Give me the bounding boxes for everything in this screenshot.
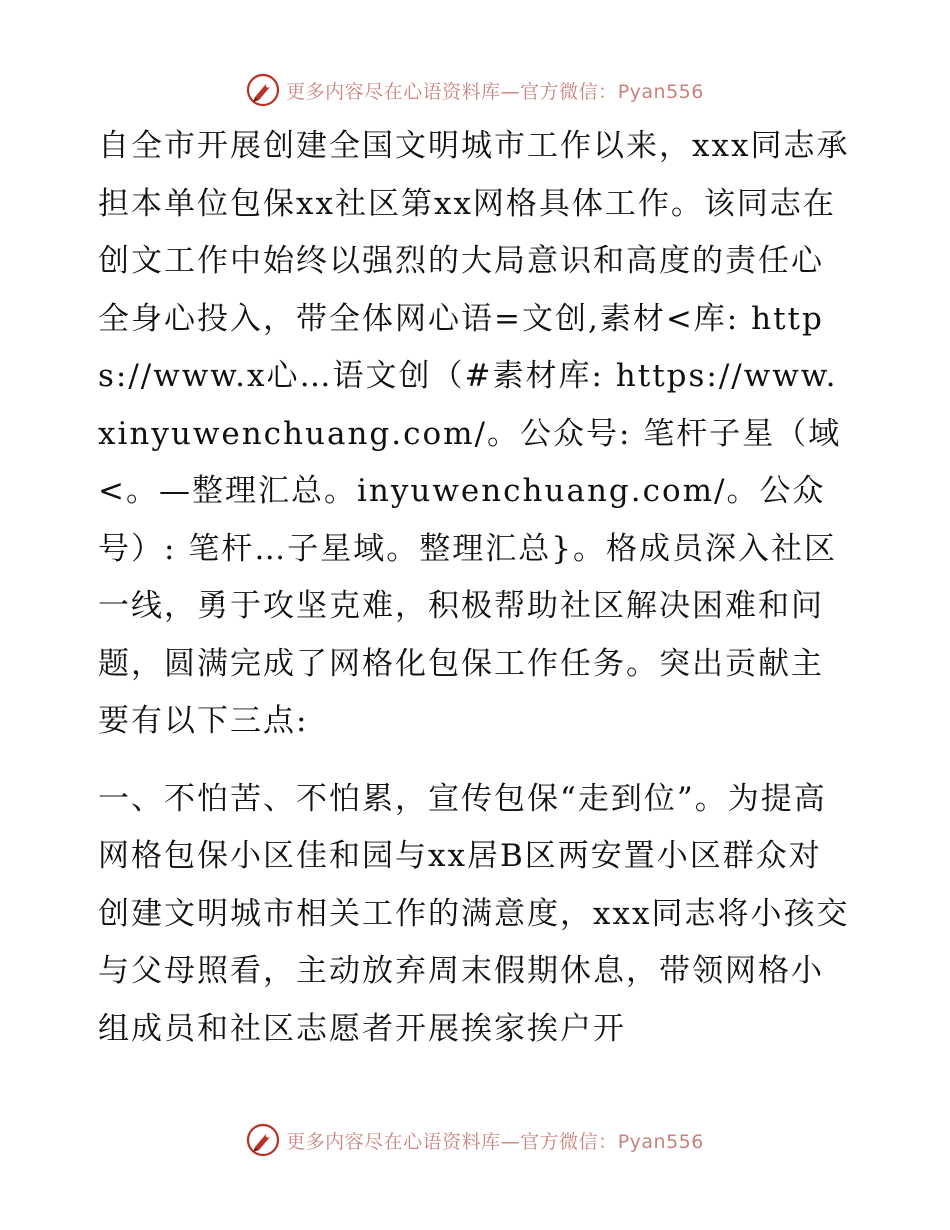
paragraph-intro: 自全市开展创建全国文明城市工作以来，xxx同志承担本单位包保xx社区第xx网格具体工作。该同志在创文工作中始终以强烈的大局意识和高度的责任心全身心投入，带全体网心语=文创,素材<库: https://www.x心…语文创（#素材库: https://www.xinyuwenchuang.com/。公众号: 笔杆子星（域<。—整理汇总。inyuwenchuang.com/。公众号）: 笔杆…子星域。整理汇总}。格成员深入社区一线，勇于攻坚克难，积极帮助社区解决困难和问题，圆满完成了网格化包保工作任务。突出贡献主要有以下三点: <box>98 128 850 739</box>
footer-banner-title: 更多内容尽在心语资料库 <box>286 1130 501 1153</box>
footer-wechat-label: 官方微信： <box>520 1130 618 1153</box>
paragraph-point-one: 一、不怕苦、不怕累，宣传包保“走到位”。为提高网格包保小区佳和园与xx居B区两安置小区群众对创建文明城市相关工作的满意度，xxx同志将小孩交与父母照看，主动放弃周末假期休息，带领网格小组成员和社区志愿者开展挨家挨户开 <box>98 780 850 1047</box>
pen-logo-icon <box>246 73 280 107</box>
header-banner-title: 更多内容尽在心语资料库 <box>286 80 501 103</box>
header-wechat-id: Pyan556 <box>617 80 704 103</box>
header-separator: — <box>500 80 521 103</box>
header-watermark <box>0 70 950 110</box>
header-wechat-label: 官方微信： <box>520 80 618 103</box>
header-banner-text <box>286 77 704 104</box>
pen-logo-icon <box>246 1123 280 1157</box>
document-body <box>98 118 850 1058</box>
footer-separator: — <box>500 1130 521 1153</box>
footer-wechat-id: Pyan556 <box>617 1130 704 1153</box>
footer-watermark <box>0 1120 950 1160</box>
footer-banner-text <box>286 1127 704 1154</box>
